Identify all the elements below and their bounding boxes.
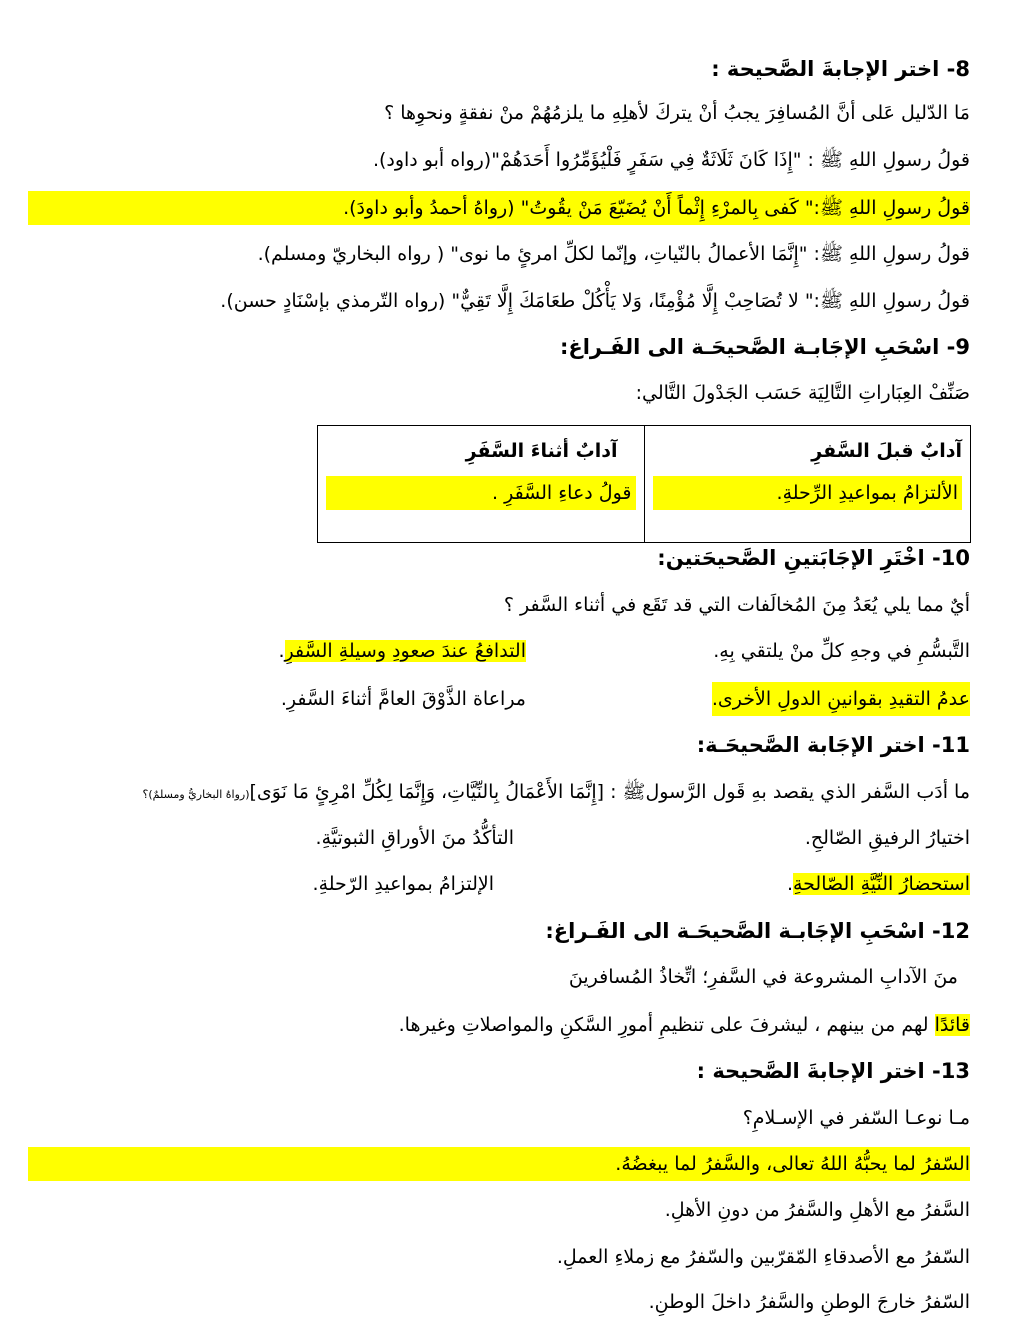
q11-question	[30, 775, 970, 809]
q8-title: 8- اختر الإجابةَ الصَّحيحة :	[711, 57, 970, 81]
q9-instruction: صَنِّفْ العِبَاراتِ التَّالِيَة حَسَب الجَدْولَ التَّالي:	[635, 382, 970, 404]
q8-question: مَا الدّليل عَلى أنَّ المُسافِرَ يجبُ أنْ يتركَ لأهلِهِ ما يلزمُهُمْ منْ نفقةٍ ونحوِها ؟	[384, 102, 970, 124]
q9-col1-header: آدابٌ قبلَ السَّفرِ	[811, 440, 962, 462]
q10-question: أيٌ مما يلي يُعَدُ مِنَ المُخالَفات التي قد تَقَع في أثناء السَّفر ؟	[503, 594, 970, 616]
q11-option-3[interactable]	[787, 867, 970, 901]
q11-option-3-dot: .	[786, 873, 793, 895]
q8-option-4[interactable]: قولُ رسولِ اللهِ ﷺ:" لا تُصَاحِبْ إِلَّا مُؤْمِنًا، وَلا يَأْكُلْ طعَامَكَ إِلَّا تَقِيٌّ" (رواه التّرمذي بإسْنَادٍ حسن).	[220, 290, 970, 312]
q11-option-1[interactable]: اختيارُ الرفيقِ الصّالحِ.	[804, 827, 970, 849]
q12-drop-answer[interactable]: قائدًا	[934, 1014, 970, 1036]
q8-option-2[interactable]: قولُ رسولِ اللهِ ﷺ:" كَفى بِالمرْءِ إِثْماً أَنْ يُضَيّعَ مَنْ يقُوتُ" (رواهُ أحمدُ وأبو داودَ).	[343, 197, 970, 219]
q13-title: 13- اختر الإجابةَ الصَّحيحة :	[696, 1059, 970, 1083]
q12-line-2-rest: لهم من بينهم ، ليشرفَ على تنظيمِ أمورِ السَّكنِ والمواصلاتِ وغيرها.	[398, 1014, 935, 1036]
q9-col-during	[318, 426, 645, 543]
q13-option-4[interactable]: السّفرُ خارجَ الوطنِ والسَّفرُ داخلَ الوطنِ.	[648, 1291, 970, 1313]
q12-line-1: منَ الآدابِ المشروعة في السَّفرِ؛ اتِّخاذُ المُسافرينَ	[568, 966, 958, 988]
q13-question: مـا نوعـا السّفر في الإسـلامِ؟	[742, 1107, 970, 1129]
q11-question-text: ما أدَب السَّفر الذي يقصد بهِ قَول الرَّسولﷺ : [إِنَّمَا الأَعْمَالُ بِالنِّيَّاتِ، وَإِنَّمَا لِكُلِّ امْرِئٍ مَا نَوَى]	[249, 781, 970, 803]
q12-title: 12- اسْحَبِ الإجَابـة الصَّحيحَـة الى الفَـراغ:	[545, 919, 970, 943]
q10-option-2-text: التدافعُ عندَ صعودِ وسيلةِ السَّفرِ	[284, 640, 526, 662]
q10-option-2-dot: .	[278, 640, 285, 662]
q9-col-before	[644, 426, 971, 543]
q10-option-2[interactable]	[279, 634, 527, 668]
q13-option-2[interactable]: السَّفرُ مع الأهلِ والسَّفرُ من دونِ الأهلِ.	[664, 1199, 970, 1221]
q10-title: 10- اخْتَرِ الإجَابَتينِ الصَّحيحَتين:	[657, 546, 970, 570]
q11-option-3-text: استحضارُ النِّيَّةِ الصّالحةِ	[792, 873, 970, 895]
q9-col2-drop-value[interactable]: قولُ دعاءِ السَّفَرِ .	[326, 476, 636, 510]
q9-col2-header: آدابٌ أثناءَ السَّفَرِ	[465, 440, 618, 462]
q9-classification-table	[317, 425, 971, 543]
q8-option-1[interactable]: قولُ رسولِ اللهِ ﷺ : "إِذَا كَانَ ثَلَاثَةٌ فِي سَفَرٍ فَلْيُؤَمِّرُوا أَحَدَهُمْ"(رواه أبو داود).	[372, 149, 970, 171]
q9-title: 9- اسْحَبِ الإجَابـة الصَّحيحَـة الى الفَـراغ:	[559, 335, 970, 359]
q10-option-1[interactable]: التَّبسُّمِ في وجهِ كلِّ منْ يلتقي بِهِ.	[713, 640, 970, 662]
q11-option-2[interactable]: التأكُّدُ منَ الأوراقِ الثبوتيَّةِ.	[315, 827, 514, 849]
q13-option-1[interactable]: السّفرُ لما يحبُّهُ اللهُ تعالى، والسَّفرُ لما يبغضُهُ.	[615, 1153, 970, 1175]
q10-option-3[interactable]: عدمُ التقيدِ بقوانينِ الدولِ الأخرى.	[712, 682, 970, 716]
q8-option-3[interactable]: قولُ رسولِ اللهِ ﷺ: "إِنَّمَا الأعمالُ بالنّياتِ، وإنّما لكلِّ امرئٍ ما نوى" ( رواه البخاريّ ومسلم).	[257, 243, 970, 265]
q12-line-2	[30, 1008, 970, 1042]
q13-option-3[interactable]: السّفرُ مع الأصدقاءِ المّقرّبين والسّفرُ مع زملاءِ العملِ.	[556, 1246, 970, 1268]
q10-option-4[interactable]: مراعاة الذَّوْقَ العامَّ أثناءَ السَّفرِ.	[280, 688, 526, 710]
q9-col1-drop-value[interactable]: الألتزامُ بمواعيدِ الرِّحلةِ.	[653, 476, 963, 510]
q11-title: 11- اختر الإجَابة الصَّحيحَـة:	[696, 733, 970, 757]
q11-question-source: (رواهُ البخاريُّ ومسلمٌ)؟	[142, 788, 250, 801]
q11-option-4[interactable]: الإلتزامُ بمواعيدِ الرّحلةِ.	[312, 873, 494, 895]
